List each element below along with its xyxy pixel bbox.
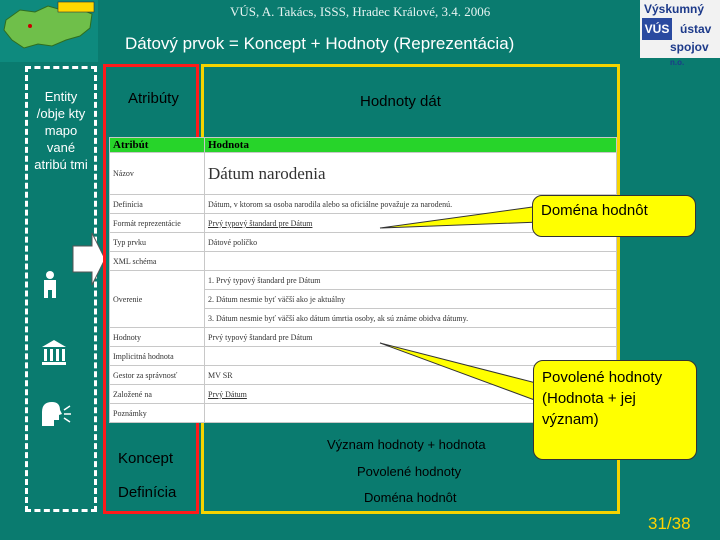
concept-label: Koncept [118,450,174,467]
row-attribute: XML schéma [110,252,205,271]
logo-line-1: Výskumný [644,2,705,16]
slide-title: Dátový prvok = Koncept + Hodnoty (Reprezentácia) [125,34,515,53]
allowed-values-callout: Povolené hodnoty (Hodnota + jej význam) [533,360,697,460]
header-caption: VÚS, A. Takács, ISSS, Hradec Králové, 3.4. 2006 [230,4,491,19]
row-attribute: Overenie [110,271,205,328]
domain-label: Doména hodnôt [364,490,457,505]
row-attribute: Hodnoty [110,328,205,347]
allowed-values-label: Povolené hodnoty [357,464,462,479]
row-attribute: Typ prvku [110,233,205,252]
row-value: Dátové políčko [205,233,617,252]
values-heading: Hodnoty dát [360,93,441,110]
row-value: MV SR [205,366,617,385]
row-attribute: Implicitná hodnota [110,347,205,366]
meaning-label: Význam hodnoty + hodnota [327,437,486,452]
row-attribute: Založené na [110,385,205,404]
row-attribute: Definícia [110,195,205,214]
definition-label: Definícia [118,484,177,501]
row-value: Dátum, v ktorom sa osoba narodila alebo sa oficiálne považuje za narodenú. [205,195,617,214]
row-value-link[interactable]: Prvý typový štandard pre Dátum [205,214,617,233]
logo-mark: VÚS [642,18,672,40]
domain-callout-pointer [380,206,540,228]
row-value: 1. Prvý typový štandard pre Dátum [205,271,617,290]
header-value: Hodnota [205,138,617,153]
header-attribute: Atribút [110,138,205,153]
row-value: Dátum narodenia [205,153,617,195]
row-value: 3. Dátum nesmie byť väčší ako dátum úmrtia osoby, ak sú známe obidva dátumy. [205,309,617,328]
row-attribute: Formát reprezentácie [110,214,205,233]
allowed-callout-pointer [380,343,540,402]
row-attribute: Názov [110,153,205,195]
page-number: 31/38 [648,514,691,533]
row-value-link[interactable]: Prvý Dátum [205,385,617,404]
domain-callout: Doména hodnôt [532,195,696,237]
row-attribute: Gestor za správnosť [110,366,205,385]
row-value: Prvý typový štandard pre Dátum [205,328,617,347]
logo-line-2: ústav [680,22,712,36]
logo-line-3: spojov n.o. [670,40,709,67]
attributes-heading: Atribúty [128,90,179,107]
row-attribute: Poznámky [110,404,205,423]
row-value: 2. Dátum nesmie byť väčší ako je aktuálny [205,290,617,309]
entities-label: Entity /obje kty mapo vané atribú tmi [34,89,88,172]
